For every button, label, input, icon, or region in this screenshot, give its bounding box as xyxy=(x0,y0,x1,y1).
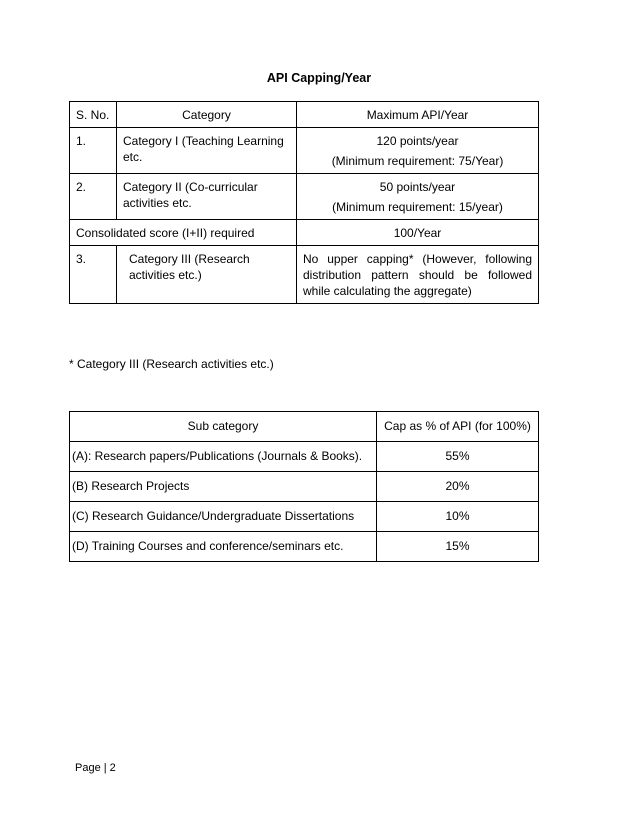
api-capping-table xyxy=(69,101,539,304)
header-sno: S. No. xyxy=(70,102,117,128)
cap-cell: 55% xyxy=(377,442,539,472)
max-api-points: 120 points/year xyxy=(376,134,459,148)
cap-cell: 15% xyxy=(377,532,539,562)
row-sno: 2. xyxy=(70,174,117,220)
row-max-api xyxy=(297,128,539,174)
row-category: Category I (Teaching Learning etc. xyxy=(117,128,297,174)
consolidated-row xyxy=(70,220,539,246)
max-api-minimum: (Minimum requirement: 15/year) xyxy=(332,200,503,214)
category-note: * Category III (Research activities etc.) xyxy=(69,357,274,371)
header-sub-category: Sub category xyxy=(70,412,377,442)
consolidated-value: 100/Year xyxy=(297,220,539,246)
sub-category-cell: (C) Research Guidance/Undergraduate Dissertations xyxy=(70,502,377,532)
consolidated-label: Consolidated score (I+II) required xyxy=(70,220,297,246)
cap-cell: 10% xyxy=(377,502,539,532)
table-header-row xyxy=(70,412,539,442)
max-api-points: 50 points/year xyxy=(379,180,456,194)
row-max-api xyxy=(297,174,539,220)
sub-category-cell: (A): Research papers/Publications (Journals & Books). xyxy=(70,442,377,472)
table-row xyxy=(70,246,539,304)
table-row xyxy=(70,472,539,502)
max-api-minimum: (Minimum requirement: 75/Year) xyxy=(331,154,504,168)
sub-category-table xyxy=(69,411,539,562)
page-number: Page | 2 xyxy=(75,762,116,774)
table-row xyxy=(70,174,539,220)
table-header-row xyxy=(70,102,539,128)
header-category: Category xyxy=(117,102,297,128)
cap-cell: 20% xyxy=(377,472,539,502)
header-max-api: Maximum API/Year xyxy=(297,102,539,128)
row-sno: 1. xyxy=(70,128,117,174)
table-row xyxy=(70,532,539,562)
row-sno: 3. xyxy=(70,246,117,304)
table-row xyxy=(70,502,539,532)
table-row xyxy=(70,442,539,472)
sub-category-cell: (B) Research Projects xyxy=(70,472,377,502)
row-category: Category III (Research activities etc.) xyxy=(117,246,297,304)
page-title: API Capping/Year xyxy=(266,71,372,85)
row-max-api: No upper capping* (However, following distribution pattern should be followed while calculating the aggregate) xyxy=(297,246,539,304)
row-category: Category II (Co-curricular activities etc. xyxy=(117,174,297,220)
header-cap: Cap as % of API (for 100%) xyxy=(377,412,539,442)
sub-category-cell: (D) Training Courses and conference/seminars etc. xyxy=(70,532,377,562)
table-row xyxy=(70,128,539,174)
